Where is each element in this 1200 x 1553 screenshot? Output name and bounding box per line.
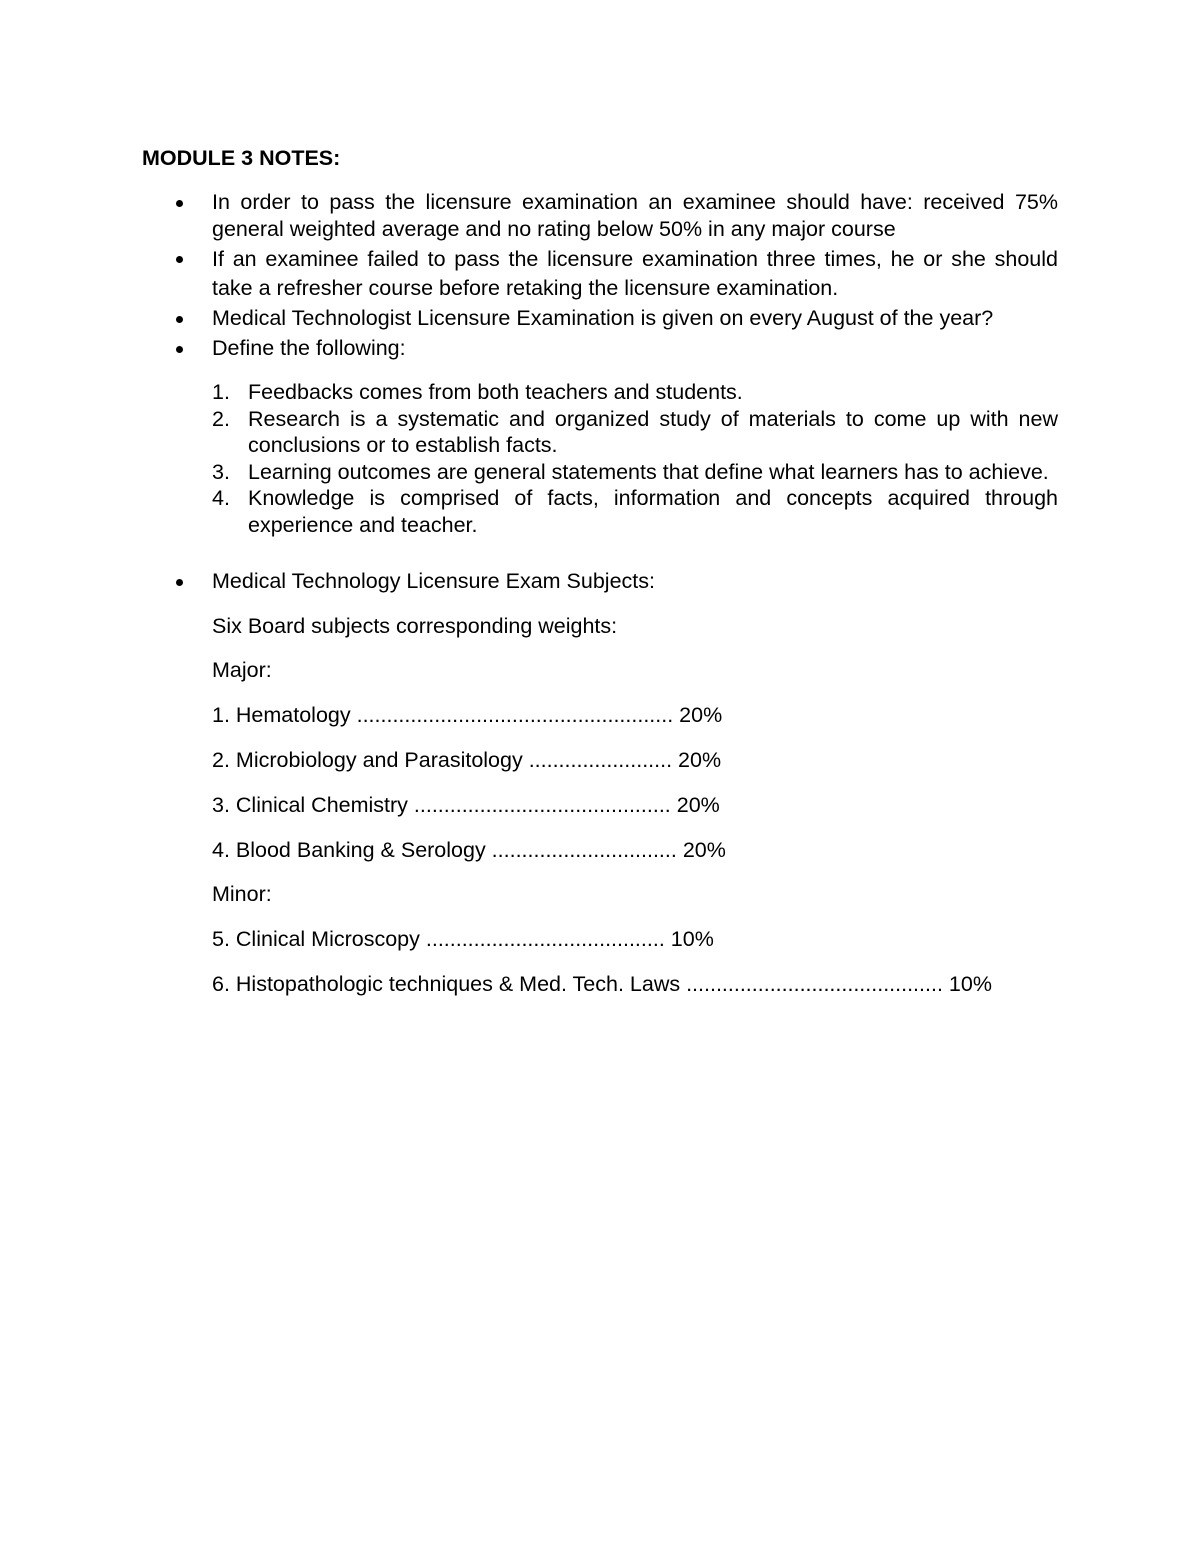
definition-text: Knowledge is comprised of facts, information and concepts acquired through experience and teacher.: [248, 486, 1058, 537]
definition-text: Research is a systematic and organized study of materials to come up with new conclusions or to establish facts.: [248, 406, 1058, 457]
bullet-list: [212, 189, 1058, 997]
definition-number: 4.: [212, 486, 230, 510]
subject-item-clinical-chemistry: 3. Clinical Chemistry ........................................... 20%: [212, 793, 720, 817]
definition-text: Learning outcomes are general statements that define what learners has to achieve.: [248, 459, 1049, 484]
major-label: Major:: [212, 658, 272, 682]
subject-item-blood-banking: 4. Blood Banking & Serology ............................... 20%: [212, 838, 726, 862]
definition-item: [212, 485, 1058, 538]
page-title: MODULE 3 NOTES:: [142, 146, 341, 170]
six-board-line: Six Board subjects corresponding weights:: [212, 614, 618, 638]
definition-item: [212, 459, 1058, 486]
definition-text: Feedbacks comes from both teachers and students.: [248, 380, 743, 404]
bullet-item-refresher-course: If an examinee failed to pass the licensure examination three times, he or she should take a refresher course before retaking the licensure examination.: [212, 245, 1058, 303]
subject-item-microbiology: 2. Microbiology and Parasitology ........................ 20%: [212, 748, 722, 772]
definition-item: [212, 379, 1058, 406]
subject-item-clinical-microscopy: 5. Clinical Microscopy ........................................ 10%: [212, 927, 714, 951]
definition-number: 2.: [212, 406, 230, 431]
definition-number: 3.: [212, 459, 230, 484]
subject-item-histopathologic: 6. Histopathologic techniques & Med. Tech. Laws ........................................... 10%: [212, 972, 992, 996]
bullet-item-exam-subjects: Medical Technology Licensure Exam Subjects:: [212, 568, 1058, 595]
minor-label: Minor:: [212, 882, 272, 906]
subject-item-hematology: 1. Hematology ..................................................... 20%: [212, 703, 723, 727]
bullet-item-define: Define the following:: [212, 335, 1058, 362]
definition-list: [212, 379, 1058, 538]
bullet-item-passing-requirements: In order to pass the licensure examination an examinee should have: received 75% general weighted average and no rating below 50% in any major course: [212, 190, 1058, 241]
definition-number: 1.: [212, 380, 230, 404]
bullet-item-exam-schedule: Medical Technologist Licensure Examination is given on every August of the year?: [212, 305, 1058, 332]
definition-item: [212, 406, 1058, 459]
